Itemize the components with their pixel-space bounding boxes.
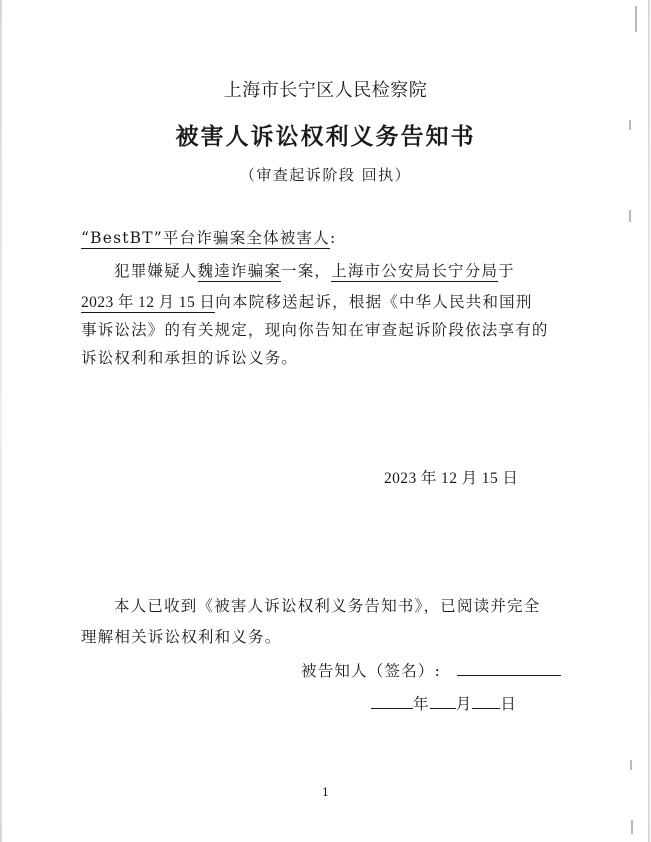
- notice-line-1: [114, 259, 515, 281]
- procuratorate-name: 上海市长宁区人民检察院: [223, 80, 428, 101]
- addressee: “BestBT”平台诈骗案全体被害人: [81, 229, 330, 247]
- agency-suffix: 于: [498, 262, 515, 280]
- day-label: 日: [500, 695, 518, 713]
- scan-mark: [630, 760, 632, 770]
- month-label: 月: [455, 695, 473, 713]
- day-blank[interactable]: [472, 694, 500, 709]
- document-title: 被害人诉讼权利义务告知书: [175, 123, 476, 150]
- document-subtitle: （审查起诉阶段 回执）: [239, 166, 412, 184]
- scan-mark: [631, 820, 633, 834]
- signature-label: 被告知人（签名）:: [301, 662, 442, 680]
- notice-line-4: 诉讼权利和承担的诉讼义务。: [81, 349, 299, 367]
- receipt-line-2: 理解相关诉讼权利和义务。: [81, 628, 282, 646]
- notice-line-3: 事诉讼法》的有关规定，现向你告知在审查起诉阶段依法享有的: [81, 321, 549, 339]
- page-number: 1: [322, 786, 329, 799]
- year-label: 年: [413, 695, 430, 713]
- signature-row: [301, 659, 561, 681]
- case-connector: 一案，: [281, 262, 332, 280]
- suspect-prefix: 犯罪嫌疑人: [114, 262, 198, 280]
- signature-blank[interactable]: [457, 661, 561, 676]
- year-blank[interactable]: [371, 694, 413, 709]
- notice-line-2-text: 向本院移送起诉，根据《中华人民共和国刑: [215, 293, 533, 311]
- issue-date: 2023 年 12 月 15 日: [384, 470, 519, 487]
- receipt-date-row: [371, 692, 517, 714]
- notice-line-2: [81, 290, 533, 312]
- month-blank[interactable]: [430, 694, 456, 709]
- scan-mark: [629, 210, 631, 222]
- transfer-date: 2023 年 12 月 15 日: [81, 294, 216, 311]
- transferring-agency: 上海市公安局长宁分局: [331, 262, 499, 280]
- scan-mark: [635, 6, 637, 32]
- suspect-case: 魏逵诈骗案: [197, 262, 282, 280]
- receipt-line-1: 本人已收到《被害人诉讼权利义务告知书》，已阅读并完全: [114, 597, 541, 615]
- addressee-colon: :: [329, 229, 337, 247]
- addressee-line: [81, 226, 336, 248]
